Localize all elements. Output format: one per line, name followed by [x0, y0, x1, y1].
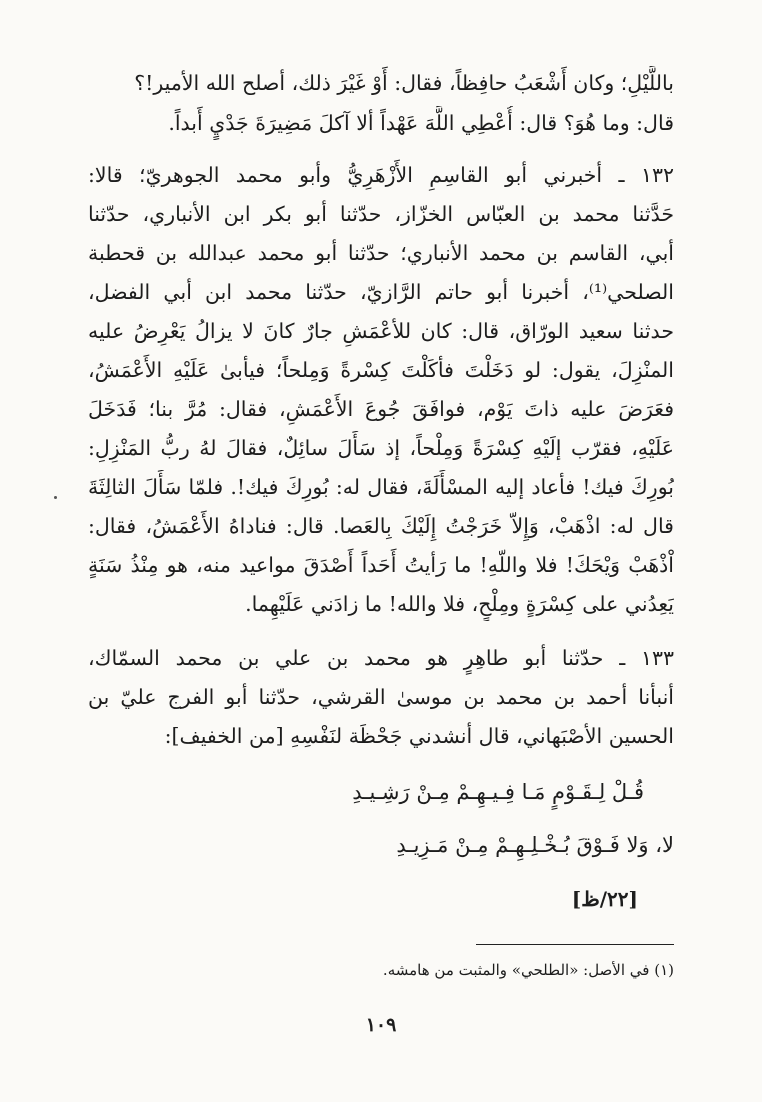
folio-marker: [٢٢/ظ] — [571, 887, 638, 911]
text-line-11: بُورِكَ فيك! فأعاد إليه المسْأَلَةَ، فقال له: بُورِكَ فيك!. فلمّا سَأَلَ الثالِثَةَ — [88, 475, 674, 499]
text-line-6: الصلحي⁽¹⁾، أخبرنا أبو حاتم الرَّازيّ، حدّثنا محمد ابن أبي الفضل، — [88, 280, 674, 304]
text-line-5: أبي، القاسم بن محمد الأنباري؛ حدّثنا أبو محمد عبدالله بن قحطبة — [88, 241, 674, 265]
text-line-10: عَلَيْهِ، فقرّب إلَيْهِ كِسْرَةً وَمِلْحاً، إذ سَأَلَ سائِلٌ، فقالَ لهُ ربُّ المَنْزِلِ: — [88, 436, 674, 460]
text-line-15: ١٣٣ ـ حدّثنا أبو طاهِرٍ هو محمد بن علي بن محمد السمّاك، — [88, 646, 674, 670]
page-number: ١٠٩ — [365, 1014, 397, 1036]
text-line-12: قال له: اذْهَبْ، وَإِلاّ خَرَجْتُ إِلَيْكَ بِالعَصا. قال: فناداهُ الأَعْمَشُ، فقال: — [88, 514, 674, 538]
text-line-14: يَعِدُني على كِسْرَةٍ ومِلْحٍ، فلا والله! ما زادَني عَلَيْهِما. — [245, 592, 674, 616]
text-line-7: حدثنا سعيد الورّاق، قال: كان للأعْمَشِ جارٌ كانَ لا يزالُ يَعْرِضُ عليه — [88, 319, 674, 343]
footnote: (١) في الأصل: «الطلحي» والمثبت من هامشه. — [382, 961, 674, 979]
text-line-4: حَدَّثنا محمد بن العبّاس الخزّاز، حدّثنا أبو بكر ابن الأنباري، حدّثنا — [88, 202, 674, 226]
text-line-1: باللَّيْلِ؛ وكان أَشْعَبُ حافِظاً، فقال: أَوْ غَيْرَ ذلك، أصلح الله الأمير!؟ — [134, 71, 674, 95]
text-line-3: ١٣٢ ـ أخبرني أبو القاسِمِ الأَزْهَرِيُّ وأبو محمد الجوهريّ؛ قالا: — [88, 163, 674, 187]
text-line-2: قال: وما هُوَ؟ قال: أُعْطِي اللَّهَ عَهْداً ألا آكلَ مَضِيرَةَ جَدْيٍ أَبداً. — [168, 111, 674, 135]
text-line-16: أنبأنا أحمد بن محمد بن موسىٰ القرشي، حدّثنا أبو الفرج عليّ بن — [88, 685, 674, 709]
footnote-separator — [476, 944, 674, 945]
text-line-17: الحسين الأصْبَهاني، قال أنشدني جَحْظَة لنَفْسِهِ [من الخفيف]: — [164, 724, 674, 748]
text-line-9: فعَرَضَ عليه ذاتَ يَوْم، فوافَقَ جُوعَ الأَعْمَشِ، فقال: مُرَّ بنا؛ فَدَخَلَ — [88, 397, 674, 421]
verse-hemistich-2: لا، وَلا فَـوْقَ بُـخْـلِـهِـمْ مِـنْ مَـزِيـدِ — [396, 833, 674, 857]
text-line-8: المنْزِلَ، يقول: لو دَخَلْتَ فأكَلْتَ كِسْرةً وَمِلحاً؛ فيأبىٰ عَلَيْهِ الأَعْمَشُ، — [88, 358, 674, 382]
verse-hemistich-1: قُـلْ لِـقَـوْمٍ مَـا فِـيـهِـمْ مِـنْ رَشِـيـدِ — [352, 780, 644, 804]
text-line-13: اْذْهَبْ وَيْحَكَ! فلا واللّهِ! ما رَأيتُ أَحَداً أَصْدَقَ مواعيد منه، هو مِنْذُ سَنَةٍ — [88, 553, 674, 577]
margin-mark — [54, 496, 57, 499]
